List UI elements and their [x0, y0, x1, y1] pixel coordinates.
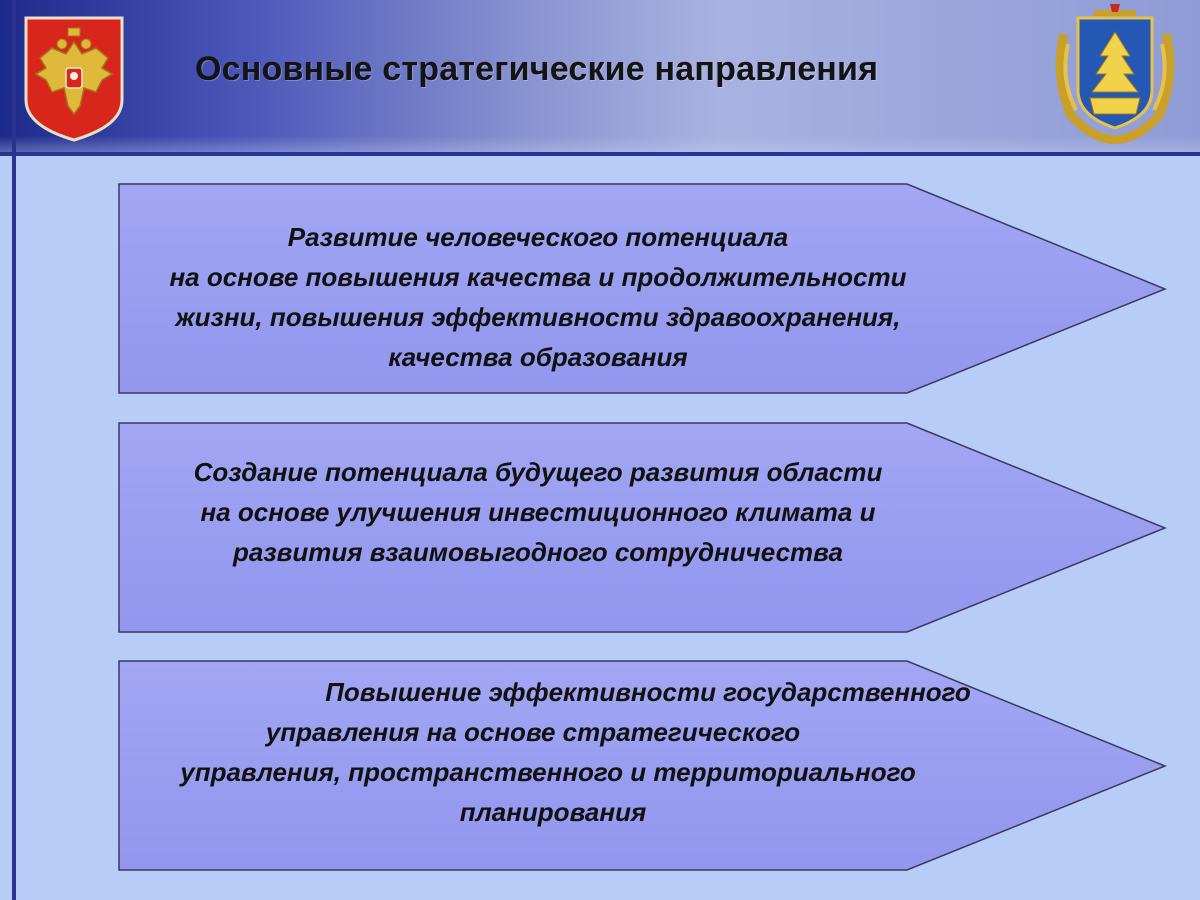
- direction-line: Развитие человеческого потенциала: [287, 222, 789, 252]
- direction-line: Создание потенциала будущего развития области: [193, 457, 883, 487]
- russia-coat-of-arms-icon: [22, 14, 126, 142]
- page-title: Основные стратегические направления: [195, 50, 879, 88]
- direction-line: управления, пространственного и территориального: [180, 757, 916, 787]
- direction-text: [158, 452, 918, 572]
- direction-arrow-2: [118, 422, 1168, 634]
- header-divider: [0, 152, 1200, 156]
- direction-line: на основе улучшения инвестиционного климата и: [200, 497, 876, 527]
- direction-line: управления на основе стратегического: [265, 717, 801, 747]
- direction-line: планирования: [459, 797, 647, 827]
- direction-arrow-3: [118, 660, 1168, 872]
- left-border-line: [12, 0, 16, 900]
- direction-line: качества образования: [388, 342, 688, 372]
- direction-text: [118, 672, 978, 832]
- bryansk-coat-of-arms-icon: [1050, 4, 1180, 144]
- direction-line: Повышение эффективности государственного: [325, 677, 971, 707]
- direction-arrow-1: [118, 183, 1168, 395]
- direction-line: жизни, повышения эффективности здравоохранения,: [175, 302, 901, 332]
- direction-line: развития взаимовыгодного сотрудничества: [233, 537, 843, 567]
- direction-line: на основе повышения качества и продолжительности: [169, 262, 907, 292]
- direction-text: [158, 217, 918, 377]
